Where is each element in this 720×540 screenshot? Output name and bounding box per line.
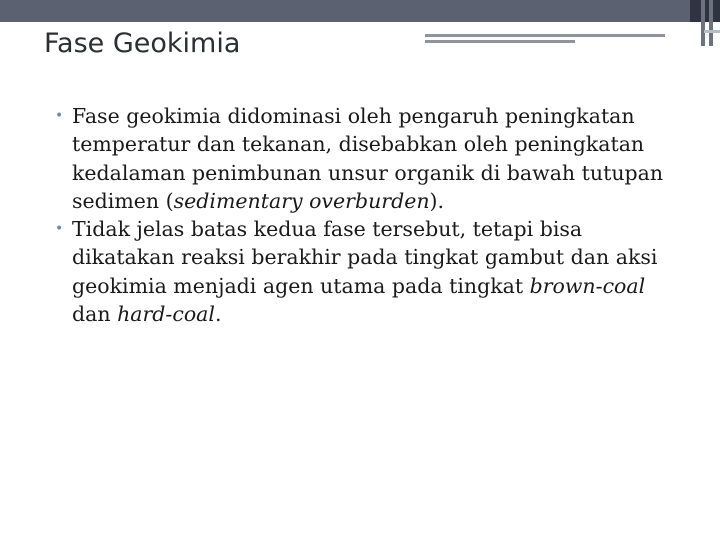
slide-title: Fase Geokimia: [44, 28, 241, 59]
bullet-list: [50, 102, 690, 328]
bullet-text-end: ).: [429, 188, 445, 213]
bullet-icon: •: [55, 108, 64, 124]
bullet-item: [50, 102, 690, 215]
header-band-corner: [690, 0, 720, 22]
bullet-text: Fase geokimia didominasi oleh pengaruh peningkatan temperatur dan tekanan, disebabkan oleh peningkatan kedalaman penimbunan unsur organik di bawah tutupan sedimen (: [72, 104, 664, 213]
bullet-item: [50, 215, 690, 328]
decorative-bar: [709, 0, 713, 46]
decorative-accent: [704, 30, 720, 33]
bullet-icon: •: [55, 221, 64, 238]
decorative-line: [425, 40, 575, 43]
bullet-italic-term: sedimentary overburden: [173, 188, 430, 213]
bullet-italic-term: hard-coal: [117, 302, 215, 327]
bullet-text-middle: dan: [72, 302, 118, 327]
decorative-line: [425, 34, 665, 37]
bullet-italic-term: brown-coal: [529, 273, 646, 298]
header-band: [0, 0, 720, 22]
bullet-text: Tidak jelas batas kedua fase tersebut, tetapi bisa dikatakan reaksi berakhir pada tingkat gambut dan aksi geokimia menjadi agen utama pada tingkat: [72, 217, 658, 298]
bullet-text-end: .: [214, 302, 222, 327]
decorative-bar: [701, 0, 705, 46]
